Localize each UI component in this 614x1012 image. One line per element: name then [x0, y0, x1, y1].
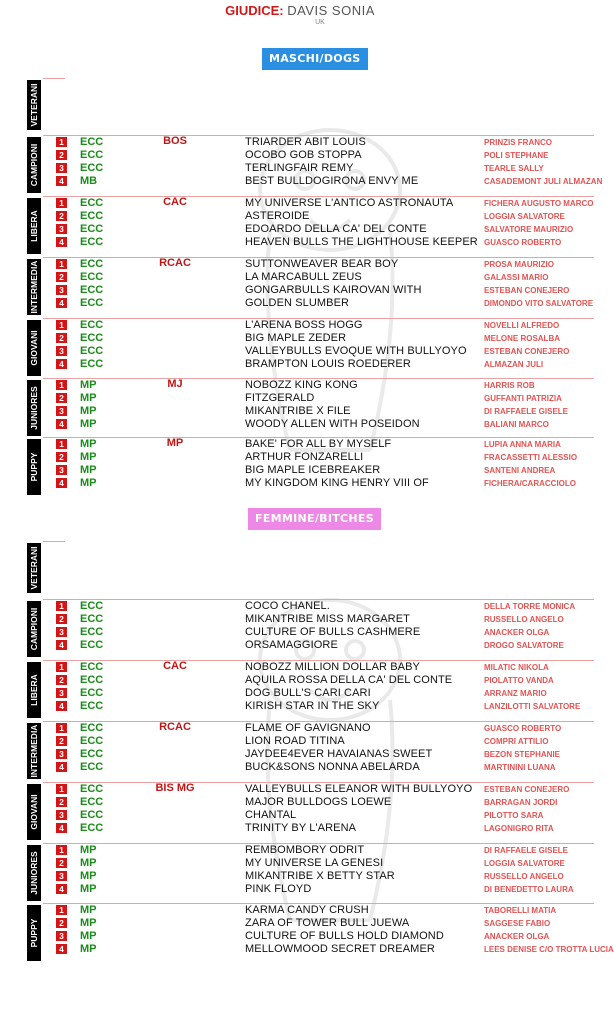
class-label-text: LIBERA	[29, 674, 39, 706]
class-label-text: INTERMEDIA	[29, 724, 39, 778]
qualification: MP	[80, 379, 97, 391]
qualification: MP	[80, 451, 97, 463]
result-row	[0, 210, 600, 223]
judge-line	[0, 3, 600, 19]
qualification: ECC	[80, 809, 104, 821]
award-title: RCAC	[159, 257, 191, 269]
class-label-text: VETERANI	[29, 83, 39, 127]
qualification: ECC	[80, 748, 104, 760]
dog-name: MY UNIVERSE L'ANTICO ASTRONAUTA	[245, 197, 454, 209]
dog-name: MELLOWMOOD SECRET DREAMER	[245, 943, 435, 955]
dog-name: VALLEYBULLS ELEANOR WITH BULLYOYO	[245, 783, 473, 795]
dog-name: PINK FLOYD	[245, 883, 312, 895]
result-row	[0, 917, 600, 930]
result-row	[0, 477, 600, 490]
dog-name: CULTURE OF BULLS CASHMERE	[245, 626, 421, 638]
qualification: ECC	[80, 345, 104, 357]
dog-name: REMBOMBORY ODRIT	[245, 844, 365, 856]
rank-badge: 4	[56, 298, 67, 308]
rank-badge: 3	[56, 931, 67, 941]
rank-badge: 4	[56, 944, 67, 954]
dog-name: ORSAMAGGIORE	[245, 639, 338, 651]
dog-name: SUTTONWEAVER BEAR BOY	[245, 258, 399, 270]
owner-name: LANZILOTTI SALVATORE	[484, 702, 581, 711]
qualification: MP	[80, 405, 97, 417]
rank-badge: 4	[56, 823, 67, 833]
rank-badge: 2	[56, 393, 67, 403]
dog-name: COCO CHANEL.	[245, 600, 330, 612]
judge-name: DAVIS SONIA	[287, 3, 375, 18]
rank-badge: 2	[56, 272, 67, 282]
qualification: ECC	[80, 319, 104, 331]
qualification: ECC	[80, 687, 104, 699]
qualification: MB	[80, 175, 98, 187]
owner-name: BEZON STEPHANIE	[484, 750, 561, 759]
class-label-text: GIOVANI	[29, 330, 39, 366]
qualification: MP	[80, 883, 97, 895]
qualification: ECC	[80, 661, 104, 673]
result-row	[0, 613, 600, 626]
dog-name: NOBOZZ KING KONG	[245, 379, 358, 391]
rank-badge: 1	[56, 845, 67, 855]
rank-badge: 2	[56, 858, 67, 868]
qualification: ECC	[80, 271, 104, 283]
qualification: MP	[80, 844, 97, 856]
rank-badge: 3	[56, 346, 67, 356]
rank-badge: 3	[56, 688, 67, 698]
owner-name: DI RAFFAELE GISELE	[484, 846, 569, 855]
class-label	[27, 543, 41, 593]
qualification: MP	[80, 930, 97, 942]
qualification: MP	[80, 904, 97, 916]
owner-name: ALMAZAN JULI	[484, 360, 544, 369]
result-row	[0, 319, 600, 332]
result-row	[0, 639, 600, 652]
owner-name: GALASSI MARIO	[484, 273, 549, 282]
owner-name: ESTEBAN CONEJERO	[484, 286, 570, 295]
result-row	[0, 258, 600, 271]
qualification: ECC	[80, 223, 104, 235]
owner-name: ANACKER OLGA	[484, 932, 550, 941]
dog-name: CHANTAL	[245, 809, 297, 821]
dog-name: BIG MAPLE ICEBREAKER	[245, 464, 381, 476]
qualification: ECC	[80, 258, 104, 270]
award-title: BOS	[163, 135, 187, 147]
rank-badge: 4	[56, 359, 67, 369]
rank-badge: 3	[56, 810, 67, 820]
rank-badge: 2	[56, 333, 67, 343]
rank-badge: 4	[56, 237, 67, 247]
class-label-text: CAMPIONI	[29, 607, 39, 651]
qualification: ECC	[80, 297, 104, 309]
owner-name: MARTININI LUANA	[484, 763, 556, 772]
class-label	[27, 80, 41, 130]
dog-name: WOODY ALLEN WITH POSEIDON	[245, 418, 420, 430]
qualification: ECC	[80, 613, 104, 625]
qualification: ECC	[80, 284, 104, 296]
result-row	[0, 761, 600, 774]
dog-name: ARTHUR FONZARELLI	[245, 451, 364, 463]
result-row	[0, 722, 600, 735]
owner-name: SAGGESE FABIO	[484, 919, 551, 928]
dog-name: MY UNIVERSE LA GENESI	[245, 857, 384, 869]
qualification: ECC	[80, 674, 104, 686]
dog-name: GONGARBULLS KAIROVAN WITH	[245, 284, 422, 296]
dog-name: CULTURE OF BULLS HOLD DIAMOND	[245, 930, 444, 942]
result-row	[0, 600, 600, 613]
dog-name: TRINITY BY L'ARENA	[245, 822, 357, 834]
dog-name: MAJOR BULLDOGS LOEWE	[245, 796, 392, 808]
rank-badge: 1	[56, 137, 67, 147]
result-row	[0, 345, 600, 358]
owner-name: LAGONIGRO RITA	[484, 824, 554, 833]
owner-name: LEES DENISE C/O TROTTA LUCIA	[484, 945, 614, 954]
rank-badge: 1	[56, 601, 67, 611]
qualification: ECC	[80, 149, 104, 161]
award-title: CAC	[163, 196, 187, 208]
owner-name: POLI STEPHANE	[484, 151, 549, 160]
owner-name: MELONE ROSALBA	[484, 334, 560, 343]
dog-name: BEST BULLDOGIRONA ENVY ME	[245, 175, 419, 187]
owner-name: BARRAGAN JORDI	[484, 798, 558, 807]
dog-name: KIRISH STAR IN THE SKY	[245, 700, 380, 712]
qualification: ECC	[80, 136, 104, 148]
owner-name: DI RAFFAELE GISELE	[484, 407, 569, 416]
result-row	[0, 796, 600, 809]
result-row	[0, 284, 600, 297]
qualification: ECC	[80, 600, 104, 612]
owner-name: GUFFANTI PATRIZIA	[484, 394, 562, 403]
dog-name: L'ARENA BOSS HOGG	[245, 319, 363, 331]
rank-badge: 3	[56, 285, 67, 295]
rank-badge: 1	[56, 662, 67, 672]
dog-name: TRIARDER ABIT LOUIS	[245, 136, 366, 148]
owner-name: CASADEMONT JULI ALMAZAN	[484, 177, 603, 186]
qualification: MP	[80, 438, 97, 450]
result-row	[0, 822, 600, 835]
result-row	[0, 783, 600, 796]
dog-name: FLAME OF GAVIGNANO	[245, 722, 371, 734]
dog-name: HEAVEN BULLS THE LIGHTHOUSE KEEPER	[245, 236, 478, 248]
result-row	[0, 626, 600, 639]
class-label-text: VETERANI	[29, 546, 39, 590]
rank-badge: 1	[56, 320, 67, 330]
dog-name: ASTEROIDE	[245, 210, 310, 222]
result-row	[0, 297, 600, 310]
qualification: MP	[80, 464, 97, 476]
owner-name: SALVATORE MAURIZIO	[484, 225, 574, 234]
owner-name: DIMONDO VITO SALVATORE	[484, 299, 594, 308]
result-row	[0, 809, 600, 822]
qualification: ECC	[80, 639, 104, 651]
qualification: ECC	[80, 197, 104, 209]
rank-badge: 3	[56, 465, 67, 475]
dog-name: AQUILA ROSSA DELLA CA' DEL CONTE	[245, 674, 453, 686]
award-title: BIS MG	[155, 782, 195, 794]
result-row	[0, 223, 600, 236]
dog-name: BRAMPTON LOUIS ROEDERER	[245, 358, 411, 370]
owner-name: RUSSELLO ANGELO	[484, 615, 564, 624]
class-label-text: PUPPY	[29, 452, 39, 482]
result-row	[0, 236, 600, 249]
dog-name: DOG BULL'S CARI CARI	[245, 687, 371, 699]
owner-name: ESTEBAN CONEJERO	[484, 785, 570, 794]
rank-badge: 2	[56, 150, 67, 160]
result-row	[0, 438, 600, 451]
qualification: ECC	[80, 796, 104, 808]
section-banner-dogs: MASCHI/DOGS	[262, 48, 368, 70]
result-row	[0, 136, 600, 149]
qualification: ECC	[80, 626, 104, 638]
section-banner-bitches: FEMMINE/BITCHES	[248, 508, 381, 530]
rank-badge: 1	[56, 905, 67, 915]
rank-badge: 3	[56, 871, 67, 881]
dog-name: LION ROAD TITINA	[245, 735, 345, 747]
rank-badge: 2	[56, 211, 67, 221]
qualification: ECC	[80, 210, 104, 222]
rank-badge: 2	[56, 675, 67, 685]
result-row	[0, 379, 600, 392]
owner-name: ARRANZ MARIO	[484, 689, 547, 698]
rank-badge: 3	[56, 627, 67, 637]
qualification: ECC	[80, 722, 104, 734]
result-row	[0, 883, 600, 896]
rank-badge: 1	[56, 723, 67, 733]
result-row	[0, 748, 600, 761]
owner-name: PROSA MAURIZIO	[484, 260, 554, 269]
result-row	[0, 418, 600, 431]
dog-name: JAYDEE4EVER HAVAIANAS SWEET	[245, 748, 433, 760]
rank-badge: 1	[56, 439, 67, 449]
owner-name: TABORELLI MATIA	[484, 906, 557, 915]
rank-badge: 3	[56, 163, 67, 173]
dog-name: TERLINGFAIR REMY	[245, 162, 354, 174]
qualification: MP	[80, 943, 97, 955]
owner-name: LOGGIA SALVATORE	[484, 212, 565, 221]
dog-name: BUCK&SONS NONNA ABELARDA	[245, 761, 420, 773]
class-label-text: GIOVANI	[29, 794, 39, 830]
result-row	[0, 451, 600, 464]
rank-badge: 2	[56, 736, 67, 746]
owner-name: DI BENEDETTO LAURA	[484, 885, 574, 894]
result-row	[0, 271, 600, 284]
judge-label: GIUDICE:	[225, 3, 284, 18]
results-header	[0, 3, 600, 27]
result-row	[0, 870, 600, 883]
owner-name: ESTEBAN CONEJERO	[484, 347, 570, 356]
rank-badge: 4	[56, 762, 67, 772]
dog-name: MIKANTRIBE X BETTY STAR	[245, 870, 395, 882]
dog-name: MIKANTRIBE MISS MARGARET	[245, 613, 410, 625]
owner-name: RUSSELLO ANGELO	[484, 872, 564, 881]
dog-name: MY KINGDOM KING HENRY VIII OF	[245, 477, 429, 489]
owner-name: FICHERA/CARACCIOLO	[484, 479, 576, 488]
result-row	[0, 405, 600, 418]
qualification: ECC	[80, 822, 104, 834]
owner-name: ANACKER OLGA	[484, 628, 550, 637]
result-row	[0, 464, 600, 477]
owner-name: MILATIC NIKOLA	[484, 663, 549, 672]
owner-name: PRINZIS FRANCO	[484, 138, 552, 147]
result-row	[0, 358, 600, 371]
qualification: ECC	[80, 700, 104, 712]
dog-name: OCOBO GOB STOPPA	[245, 149, 362, 161]
group-divider	[43, 541, 65, 542]
owner-name: BALIANI MARCO	[484, 420, 549, 429]
result-row	[0, 857, 600, 870]
owner-name: GUASCO ROBERTO	[484, 724, 562, 733]
result-row	[0, 904, 600, 917]
class-label-text: CAMPIONI	[29, 143, 39, 187]
award-title: MJ	[167, 378, 183, 390]
judge-country: UK	[315, 19, 325, 26]
qualification: ECC	[80, 332, 104, 344]
result-row	[0, 735, 600, 748]
rank-badge: 4	[56, 419, 67, 429]
qualification: MP	[80, 870, 97, 882]
qualification: ECC	[80, 783, 104, 795]
qualification: ECC	[80, 761, 104, 773]
owner-name: TEARLE SALLY	[484, 164, 544, 173]
award-title: RCAC	[159, 721, 191, 733]
result-row	[0, 149, 600, 162]
result-row	[0, 700, 600, 713]
qualification: MP	[80, 917, 97, 929]
owner-name: FRACASSETTI ALESSIO	[484, 453, 578, 462]
rank-badge: 4	[56, 176, 67, 186]
owner-name: SANTENI ANDREA	[484, 466, 556, 475]
award-title: CAC	[163, 660, 187, 672]
dog-name: FITZGERALD	[245, 392, 315, 404]
result-row	[0, 197, 600, 210]
owner-name: LOGGIA SALVATORE	[484, 859, 565, 868]
result-row	[0, 844, 600, 857]
rank-badge: 1	[56, 784, 67, 794]
qualification: MP	[80, 857, 97, 869]
dog-name: EDOARDO DELLA CA' DEL CONTE	[245, 223, 427, 235]
class-label-text: INTERMEDIA	[29, 260, 39, 314]
dog-name: BAKE' FOR ALL BY MYSELF	[245, 438, 392, 450]
qualification: ECC	[80, 735, 104, 747]
dog-name: NOBOZZ MILLION DOLLAR BABY	[245, 661, 420, 673]
dog-name: KARMA CANDY CRUSH	[245, 904, 369, 916]
rank-badge: 4	[56, 478, 67, 488]
dog-name: GOLDEN SLUMBER	[245, 297, 350, 309]
owner-name: LUPIA ANNA MARIA	[484, 440, 561, 449]
rank-badge: 2	[56, 918, 67, 928]
owner-name: DROGO SALVATORE	[484, 641, 564, 650]
group-divider	[43, 78, 65, 79]
rank-badge: 3	[56, 224, 67, 234]
result-row	[0, 930, 600, 943]
result-row	[0, 943, 614, 956]
result-row	[0, 175, 603, 188]
qualification: MP	[80, 418, 97, 430]
qualification: MP	[80, 477, 97, 489]
dog-name: ZARA OF TOWER BULL JUEWA	[245, 917, 410, 929]
qualification: ECC	[80, 358, 104, 370]
award-title: MP	[166, 437, 184, 449]
result-row	[0, 392, 600, 405]
result-row	[0, 661, 600, 674]
rank-badge: 2	[56, 452, 67, 462]
result-row	[0, 674, 600, 687]
qualification: ECC	[80, 236, 104, 248]
owner-name: PIOLATTO VANDA	[484, 676, 554, 685]
owner-name: PILOTTO SARA	[484, 811, 544, 820]
qualification: MP	[80, 392, 97, 404]
class-label-text: JUNIORES	[29, 851, 39, 895]
result-row	[0, 332, 600, 345]
rank-badge: 4	[56, 884, 67, 894]
dog-name: BIG MAPLE ZEDER	[245, 332, 347, 344]
dog-name: VALLEYBULLS EVOQUE WITH BULLYOYO	[245, 345, 467, 357]
owner-name: DELLA TORRE MONICA	[484, 602, 576, 611]
dog-name: MIKANTRIBE X FILE	[245, 405, 351, 417]
owner-name: GUASCO ROBERTO	[484, 238, 562, 247]
owner-name: FICHERA AUGUSTO MARCO	[484, 199, 594, 208]
rank-badge: 4	[56, 701, 67, 711]
rank-badge: 1	[56, 198, 67, 208]
rank-badge: 2	[56, 614, 67, 624]
qualification: ECC	[80, 162, 104, 174]
class-label-text: JUNIORES	[29, 386, 39, 430]
rank-badge: 1	[56, 259, 67, 269]
owner-name: NOVELLI ALFREDO	[484, 321, 560, 330]
rank-badge: 4	[56, 640, 67, 650]
owner-name: HARRIS ROB	[484, 381, 535, 390]
result-row	[0, 162, 600, 175]
rank-badge: 3	[56, 749, 67, 759]
rank-badge: 2	[56, 797, 67, 807]
result-row	[0, 687, 600, 700]
class-label-text: LIBERA	[29, 210, 39, 242]
class-label-text: PUPPY	[29, 918, 39, 948]
rank-badge: 1	[56, 380, 67, 390]
dog-name: LA MARCABULL ZEUS	[245, 271, 362, 283]
owner-name: COMPRI ATTILIO	[484, 737, 549, 746]
rank-badge: 3	[56, 406, 67, 416]
